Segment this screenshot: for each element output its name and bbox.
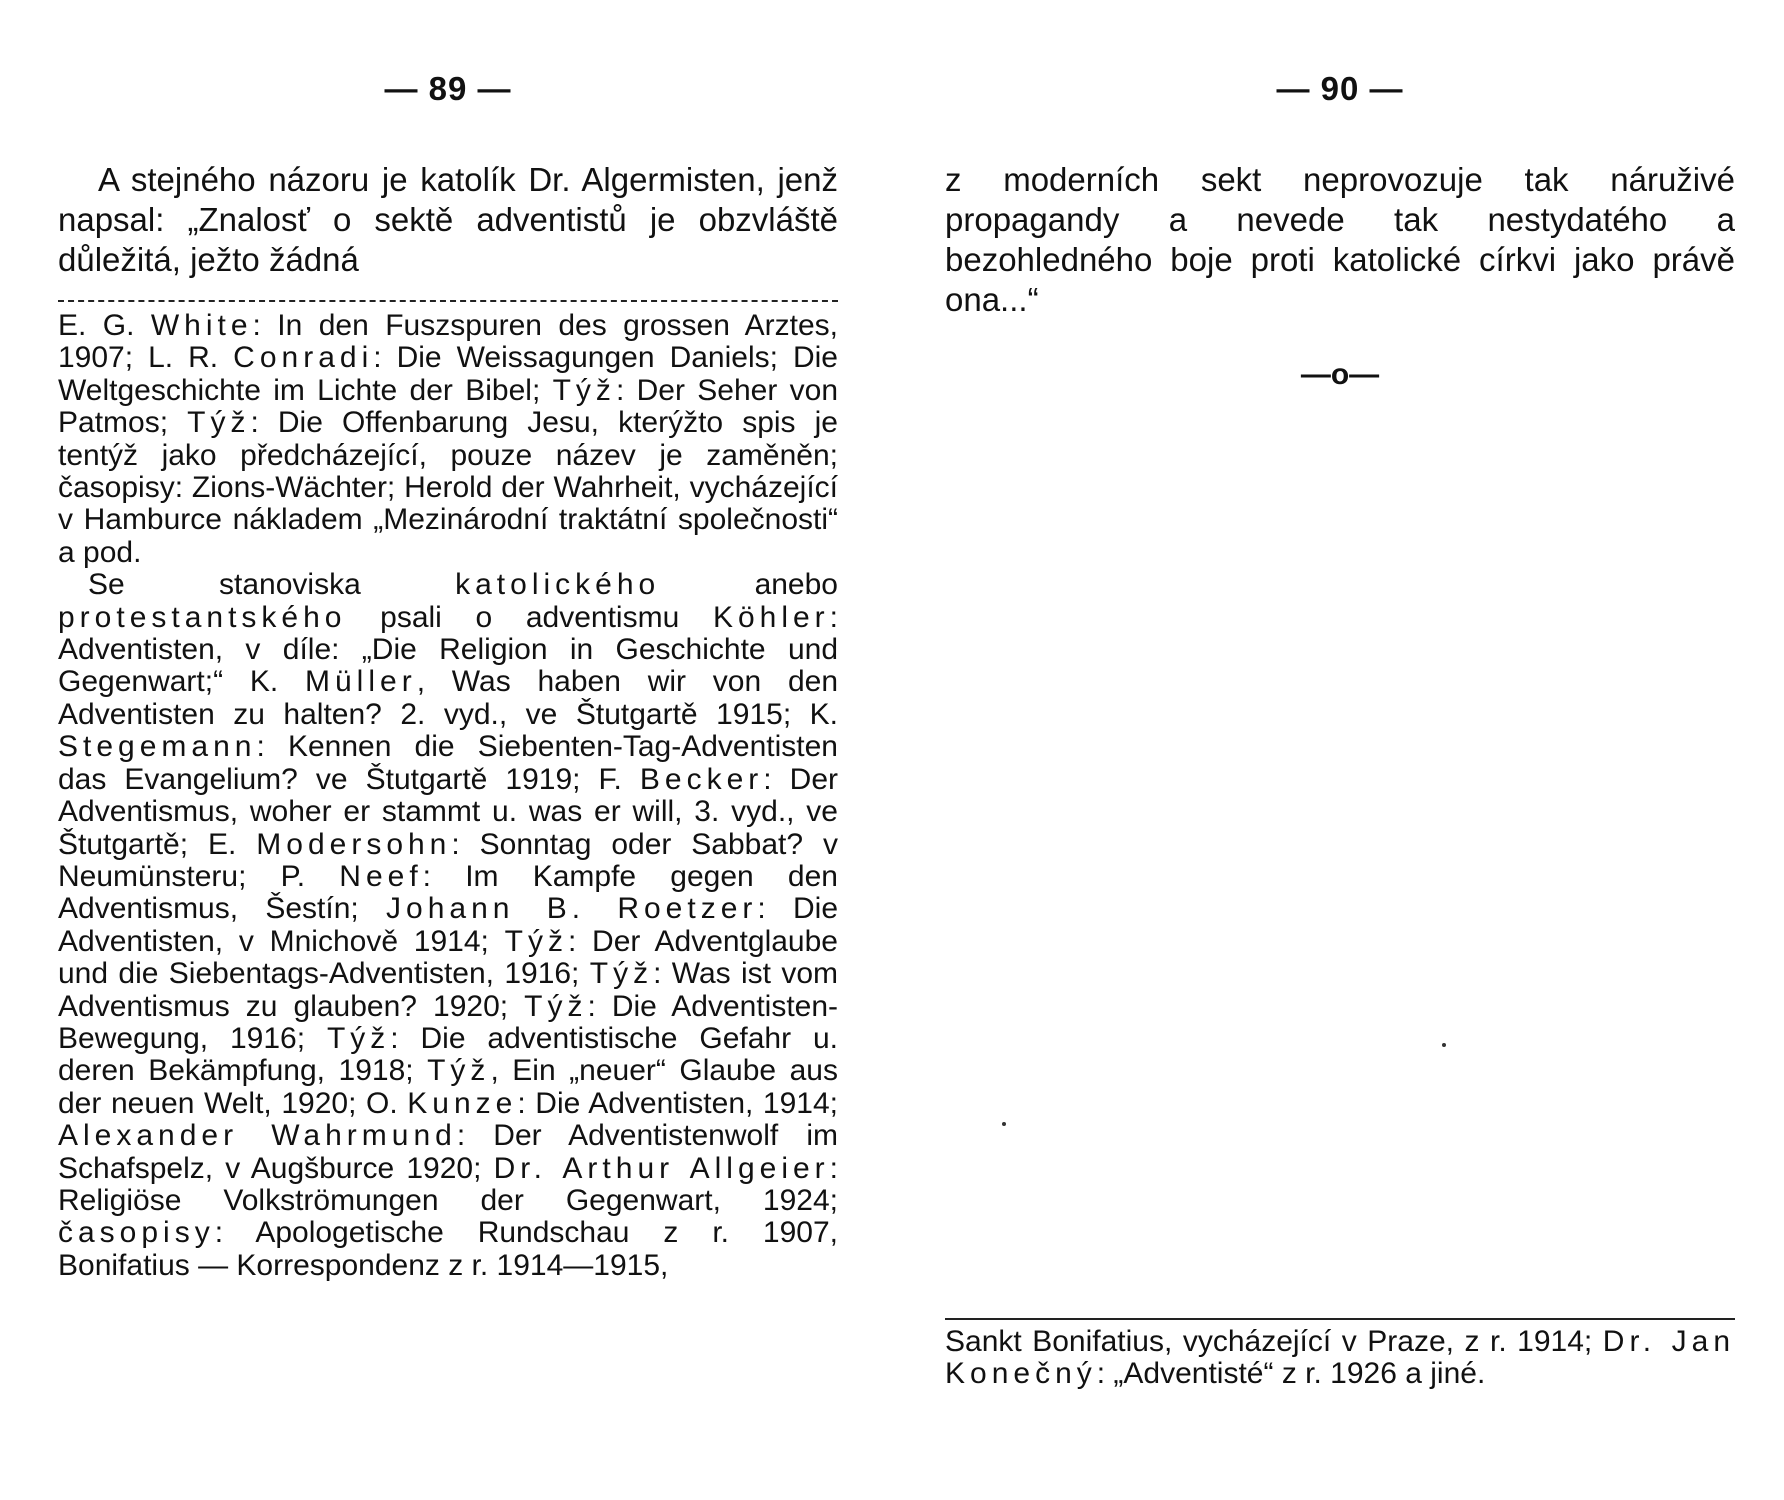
author-name: Conradi [233, 341, 374, 375]
footnote-text: : Religiöse Volkströmungen der Gegenwart, 1924; [58, 1151, 839, 1217]
print-speck [1002, 1122, 1006, 1126]
main-text: A stejného názoru je katolík Dr. Algermisten, jenž napsal: „Znalosť o sektě adventistů je obzvláště důležitá, ježto žádná [58, 161, 838, 278]
footnote-rule [58, 300, 838, 302]
author-name: Týž [552, 373, 616, 407]
page-number: — 90 — [1276, 70, 1404, 107]
author-name: Týž [187, 406, 251, 440]
footnote-rule [945, 1318, 1735, 1320]
footnote-text: : Die Adventisten, v Mnichově 1914; [58, 892, 838, 958]
main-text: z moderních sekt neprovozuje tak náruživé propagandy a nevede tak nestydatého a bezohledného boje proti katolické církvi jako právě ona...“ [945, 161, 1735, 318]
section-separator: —o— [1300, 358, 1380, 391]
footnote-text: : Der Seher von Patmos; [58, 373, 838, 440]
footnote-paragraph [58, 310, 838, 569]
print-speck [1442, 1043, 1446, 1047]
page-89 [58, 0, 838, 1500]
footnote-text: : „Adventisté“ z r. 1926 a jiné. [1096, 1357, 1486, 1391]
footnote-text: : Der Adventismus, woher er stammt u. was er will, 3. vyd., ve Štutgartě; E. [58, 762, 838, 861]
footnote-text: : In den Fuszspuren des grossen Arztes, 1907; L. R. [58, 309, 839, 375]
footnote-text: : Im Kampfe gegen den Adventismus, Šestín; [58, 859, 838, 926]
footnote [58, 310, 838, 1282]
footnote-text: : Die Adventisten, 1914; [517, 1086, 839, 1120]
footnote-text: E. G. [58, 309, 151, 342]
footnote-text: : Der Adventglaube und die Siebentags-Adventisten, 1916; [58, 924, 838, 991]
footnote-text: : Apologetische Rundschau z r. 1907, Bonifatius — Korrespondenz z r. 1914—1915, [58, 1216, 838, 1282]
author-name: Neef [339, 859, 423, 893]
footnote-text: : Die adventistische Gefahr u. deren Bekämpfung, 1918; [58, 1021, 838, 1088]
footnote-text: : Die Offenbarung Jesu, kterýžto spis je tentýž jako předcházející, pouze název je zaměněn; časopisy: Zions-Wächter; Herold der Wahrheit, vycházející v Hamburce nákladem „Mezinárodní traktátní společnosti“ a pod. [58, 406, 838, 569]
author-name: Týž [524, 989, 588, 1023]
footnote-text: , Was haben wir von den Adventisten zu halten? 2. vyd., ve Štutgartě 1915; K. [58, 665, 839, 731]
author-name: Týž [326, 1021, 391, 1055]
footnote-text: Se stanoviska [88, 568, 456, 602]
footnote-text: : Die Weissagungen Daniels; Die Weltgeschichte im Lichte der Bibel; [58, 341, 838, 407]
footnote-paragraph [945, 1326, 1735, 1391]
spaced-term: protestantského [58, 600, 347, 634]
page-90 [945, 0, 1735, 1500]
author-name: Alexander Wahrmund [58, 1119, 457, 1153]
footnote [945, 1326, 1735, 1391]
author-name: Becker [639, 762, 764, 796]
author-name: Dr. Jan Konečný [945, 1325, 1736, 1391]
author-name: Müller [305, 665, 417, 699]
spaced-term: časopisy [58, 1216, 215, 1250]
author-name: Johann B. Roetzer [386, 892, 758, 926]
footnote-text: psali o adventismu [346, 600, 713, 634]
author-name: Köhler [712, 600, 830, 634]
footnote-text: Sankt Bonifatius, vycházející v Praze, z r. 1914; [945, 1325, 1603, 1358]
spaced-term: katolického [455, 568, 661, 602]
author-name: Týž [504, 924, 568, 958]
footnote-text: : Adventisten, v díle: „Die Religion in Geschichte und Gegenwart;“ K. [58, 600, 838, 699]
author-name: Stegemann [58, 730, 257, 764]
footnote-paragraph [58, 569, 838, 1282]
author-name: Kunze [407, 1086, 518, 1120]
footnote-text: anebo [660, 568, 838, 602]
footnote-text: , Ein „neuer“ Glaube aus der neuen Welt, 1920; O. [58, 1054, 838, 1120]
footnote-text: : Der Adventistenwolf im Schafspelz, v Augšburce 1920; [58, 1119, 839, 1185]
footnote-text: : Die Adventisten-Bewegung, 1916; [58, 989, 839, 1055]
footnote-text: : Was ist vom Adventismus zu glauben? 1920; [58, 957, 838, 1023]
author-name: Týž [427, 1054, 491, 1088]
footnote-text: : Kennen die Siebenten-Tag-Adventisten das Evangelium? ve Štutgartě 1919; F. [58, 730, 838, 796]
page-number: — 89 — [384, 70, 512, 107]
footnote-text: : Sonntag oder Sabbat? v Neumünsteru; P. [58, 827, 838, 893]
author-name: Týž [589, 957, 654, 991]
author-name: Dr. Arthur Allgeier [493, 1151, 830, 1185]
author-name: Modersohn [256, 827, 452, 861]
author-name: White [150, 309, 253, 342]
